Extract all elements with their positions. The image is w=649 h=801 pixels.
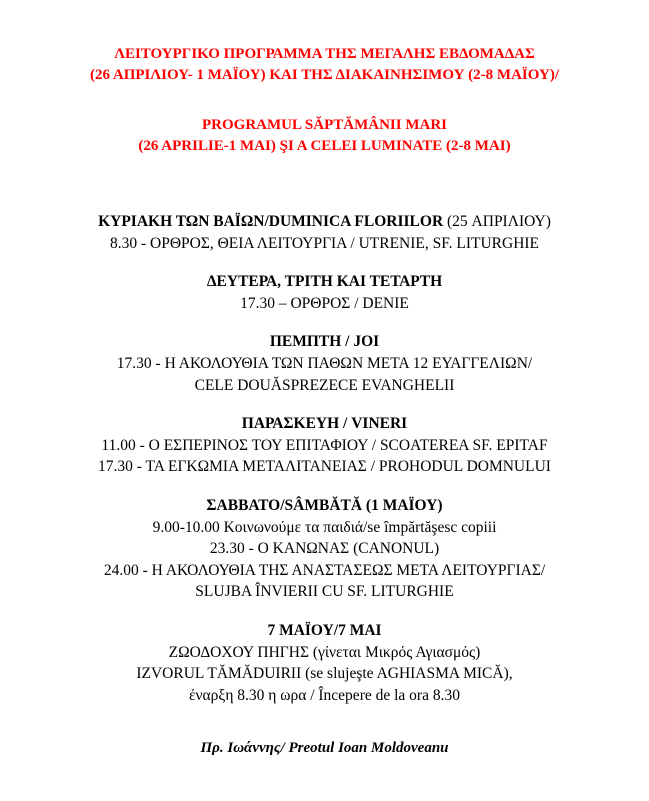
- romanian-title-line-1: PROGRAMUL SĂPTĂMÂNII MARI: [202, 117, 447, 133]
- schedule-line: 24.00 - Η ΑΚΟΛΟΥΘΙΑ ΤΗΣ ΑΝΑΣΤΑΣΕΩΣ ΜΕΤΑ ΛΕΙΤΟΥΡΓΙΑΣ/: [103, 561, 546, 579]
- schedule: [0, 211, 649, 723]
- schedule-line: IZVORUL TĂMĂDUIRII (se slujeşte AGHIASMA MICĂ),: [136, 665, 513, 683]
- schedule-line: 17.30 - Η ΑΚΟΛΟΥΘΙΑ ΤΩΝ ΠΑΘΩΝ ΜΕΤΑ 12 ΕΥΑΓΓΕΛΙΩΝ/: [116, 354, 533, 372]
- schedule-line: ΖΩΟΔΟΧΟΥ ΠΗΓΗΣ (γίνεται Μικρός Αγιασμός): [168, 643, 481, 661]
- schedule-line: 23.30 - Ο ΚΑΝΩΝΑΣ (CANONUL): [209, 540, 440, 558]
- schedule-section-saturday: [0, 495, 649, 603]
- signature: Πρ. Ιωάννης/ Preotul Ioan Moldoveanu: [200, 740, 449, 756]
- schedule-section-friday: [0, 413, 649, 478]
- schedule-section-mon-wed: [0, 271, 649, 314]
- schedule-section-may-7: [0, 620, 649, 706]
- romanian-title-line-2: (26 APRILIE-1 MAI) ŞI A CELEI LUMINATE (2-8 MAI): [138, 138, 511, 154]
- schedule-line: 9.00-10.00 Κοινωνούμε τα παιδιά/se împărtăşesc copiii: [152, 518, 497, 536]
- section-heading: ΔΕΥΤΕΡΑ, ΤΡΙΤΗ ΚΑΙ ΤΕΤΑΡΤΗ: [206, 273, 443, 291]
- greek-title-line-1: ΛΕΙΤΟΥΡΓΙΚΟ ΠΡΟΓΡΑΜΜΑ ΤΗΣ ΜΕΓΑΛΗΣ ΕΒΔΟΜΑΔΑΣ: [114, 46, 535, 62]
- schedule-line: CELE DOUĂSPREZECE EVANGHELII: [194, 376, 455, 394]
- greek-title: [0, 44, 649, 86]
- section-heading-date: (25 ΑΠΡΙΛΙΟΥ): [443, 213, 551, 230]
- schedule-line: 17.30 – ΟΡΘΡΟΣ / DENIE: [240, 294, 409, 312]
- schedule-section-thursday: [0, 331, 649, 396]
- schedule-line: 11.00 - Ο ΕΣΠΕΡΙΝΟΣ ΤΟΥ ΕΠΙΤΑΦΙΟΥ / SCOATEREA SF. EPITAF: [101, 436, 548, 454]
- section-heading: 7 ΜΑΪΟΥ/7 MAI: [267, 621, 382, 639]
- schedule-line: έναρξη 8.30 η ωρα / Începere de la ora 8.30: [189, 686, 460, 704]
- schedule-line: SLUJBA ÎNVIERII CU SF. LITURGHIE: [195, 583, 454, 601]
- schedule-line: 17.30 - ΤΑ ΕΓΚΩΜΙΑ ΜΕΤΑΛΙΤΑΝΕΙΑΣ / PROHODUL DOMNULUI: [98, 458, 551, 476]
- section-heading-text: ΚΥΡΙΑΚΗ ΤΩΝ ΒΑΪΩΝ/DUMINICA FLORIILOR: [98, 213, 444, 230]
- greek-title-line-2: (26 ΑΠΡΙΛΙΟΥ- 1 ΜΑΪΟΥ) ΚΑΙ ΤΗΣ ΔΙΑΚΑΙΝΗΣΙΜΟΥ (2-8 ΜΑΪΟΥ)/: [89, 67, 560, 83]
- schedule-line: 8.30 - ΟΡΘΡΟΣ, ΘΕΙΑ ΛΕΙΤΟΥΡΓΙΑ / UTRENIE, SF. LITURGHIE: [109, 234, 540, 252]
- romanian-title: [0, 115, 649, 157]
- section-heading: ΠΕΜΠΤΗ / JOI: [269, 333, 380, 351]
- section-heading: [0, 211, 649, 233]
- section-heading: ΠΑΡΑΣΚΕΥΗ / VINERI: [241, 415, 408, 433]
- schedule-section-palm-sunday: [0, 211, 649, 254]
- section-heading: ΣΑΒΒΑΤΟ/SÂMBĂTĂ (1 ΜΑΪΟΥ): [206, 496, 443, 514]
